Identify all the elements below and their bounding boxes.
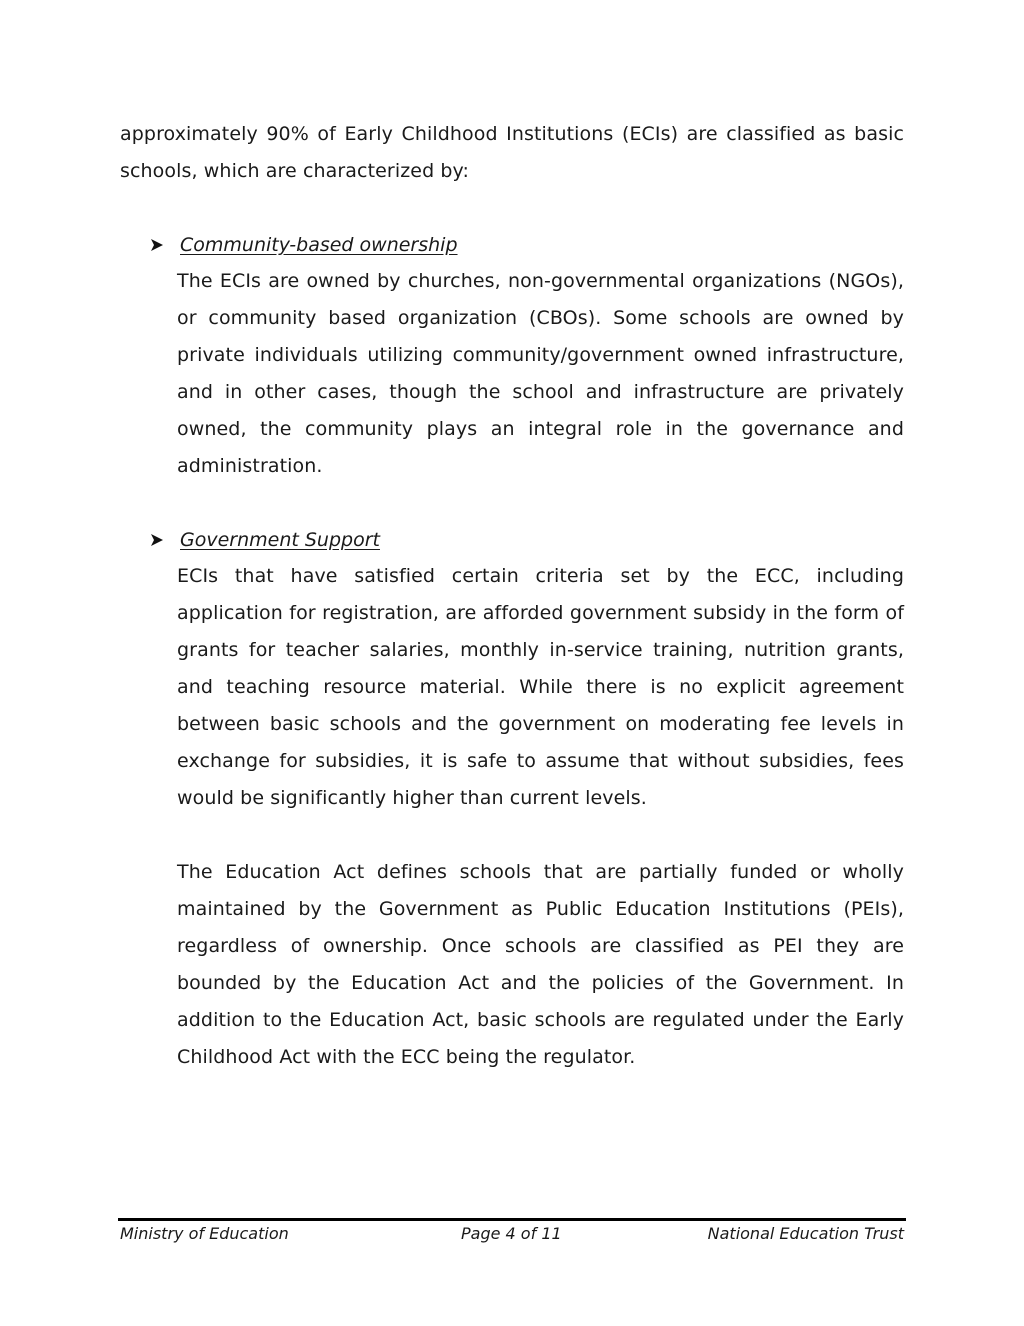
section-heading: Government Support (180, 529, 380, 551)
section-paragraph: ECIs that have satisfied certain criteria set by the ECC, including application for registration, are afforded government subsidy in the form of grants for teacher salaries, monthly in-service training, nutrition grants, and teaching resource material. While there is no explicit agreement between basic schools and the government on moderating fee levels in exchange for subsidies, it is safe to assume that without subsidies, fees would be significantly higher than current levels. (177, 565, 904, 809)
section-paragraph: The ECIs are owned by churches, non-governmental organizations (NGOs), or community based organization (CBOs). Some schools are owned by private individuals utilizing community/government owned infrastructure, and in other cases, though the school and infrastructure are privately owned, the community plays an integral role in the governance and administration. (177, 270, 904, 477)
intro-paragraph: approximately 90% of Early Childhood Institutions (ECIs) are classified as basic schools, which are characterized by: (120, 123, 904, 182)
arrow-bullet-icon (150, 524, 180, 556)
footer-page-number: Page 4 of 11 (461, 1224, 562, 1243)
footer-publisher: National Education Trust (707, 1224, 904, 1243)
footer-divider (118, 1218, 906, 1221)
section-heading: Community-based ownership (180, 234, 458, 256)
arrow-bullet-icon (150, 229, 180, 261)
bullet-community-ownership (150, 229, 458, 261)
bullet-government-support (150, 524, 380, 556)
page-footer (120, 1222, 904, 1246)
section-paragraph: The Education Act defines schools that are partially funded or wholly maintained by the Government as Public Education Institutions (PEIs), regardless of ownership. Once schools are classified as PEI they are bounded by the Education Act and the policies of the Government. In addition to the Education Act, basic schools are regulated under the Early Childhood Act with the ECC being the regulator. (177, 861, 904, 1068)
footer-organization: Ministry of Education (120, 1224, 289, 1243)
